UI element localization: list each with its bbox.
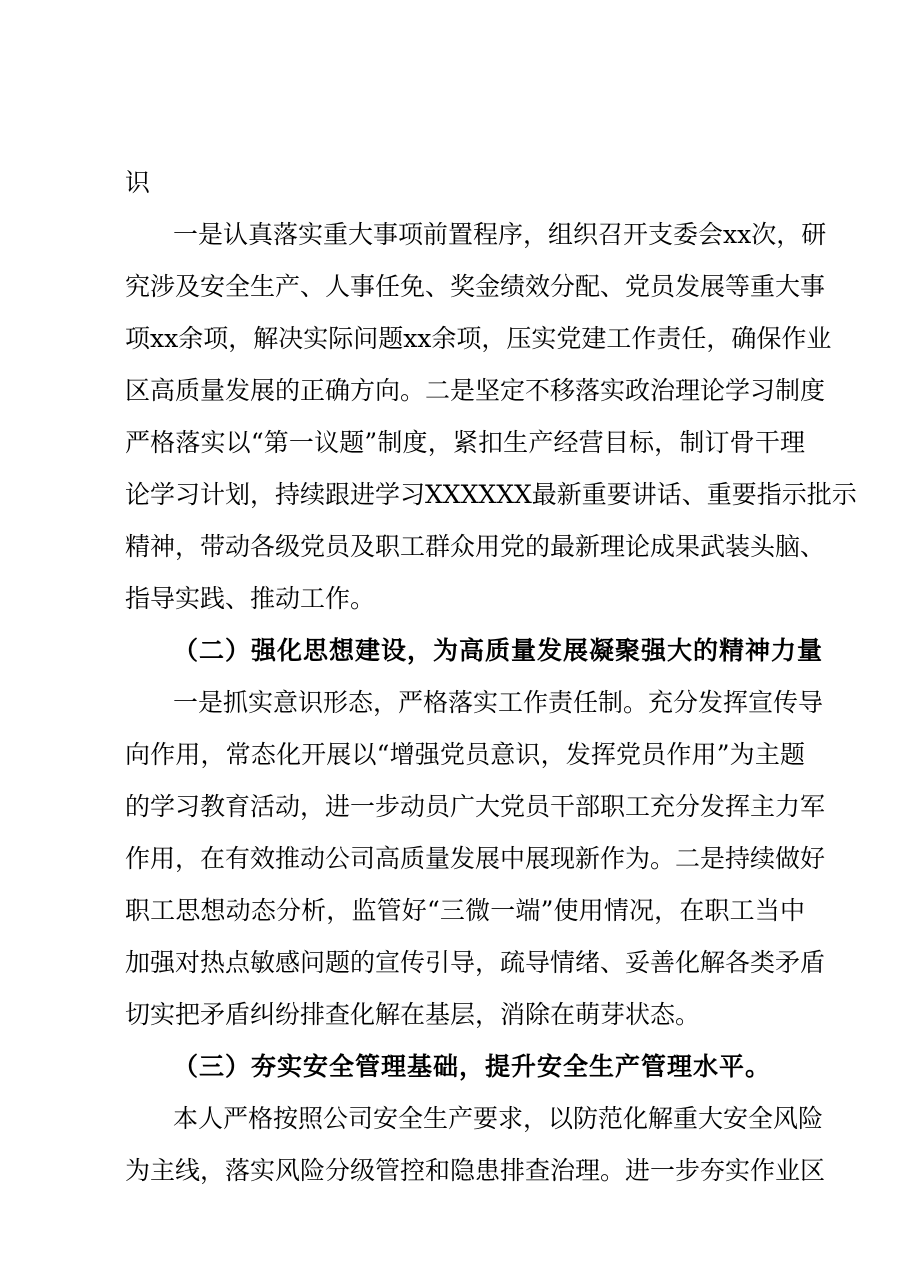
paragraph-line: 本人严格按照公司安全生产要求，以防范化解重大安全风险 — [173, 1104, 824, 1133]
paragraph-line: 论学习计划，持续跟进学习XXXXXX最新重要讲话、重要指示批示 — [125, 480, 857, 509]
paragraph-line: 究涉及安全生产、人事任免、奖金绩效分配、党员发展等重大事 — [125, 272, 826, 301]
paragraph-line: 加强对热点敏感问题的宣传引导，疏导情绪、妥善化解各类矛盾 — [125, 948, 826, 977]
section-heading: （二）强化思想建设，为高质量发展凝聚强大的精神力量 — [173, 636, 824, 665]
paragraph-line: 为主线，落实风险分级管控和隐患排查治理。进一步夯实作业区 — [125, 1156, 826, 1185]
paragraph-line: 精神，带动各级党员及职工群众用党的最新理论成果武装头脑、 — [125, 532, 826, 561]
paragraph-line: 指导实践、推动工作。 — [125, 584, 376, 613]
paragraph-line: 一是抓实意识形态，严格落实工作责任制。充分发挥宣传导 — [173, 688, 824, 717]
paragraph-line: 严格落实以“第一议题”制度，紧扣生产经营目标，制订骨干理 — [125, 428, 805, 457]
paragraph-line: 切实把矛盾纠纷排查化解在基层，消除在萌芽状态。 — [125, 1000, 701, 1029]
paragraph-line: 向作用，常态化开展以“增强党员意识，发挥党员作用”为主题 — [125, 740, 805, 769]
paragraph-line: 项xx余项，解决实际问题xx余项，压实党建工作责任，确保作业 — [125, 324, 832, 353]
paragraph-line: 的学习教育活动，进一步动员广大党员干部职工充分发挥主力军 — [125, 792, 826, 821]
paragraph-line: 识 — [125, 168, 151, 197]
paragraph-line: 职工思想动态分析，监管好“三微一端”使用情况，在职工当中 — [125, 896, 805, 925]
paragraph-line: 一是认真落实重大事项前置程序，组织召开支委会xx次，研 — [173, 220, 827, 249]
paragraph-line: 作用，在有效推动公司高质量发展中展现新作为。二是持续做好 — [125, 844, 826, 873]
paragraph-line: 区高质量发展的正确方向。二是坚定不移落实政治理论学习制度 — [125, 376, 826, 405]
section-heading: （三）夯实安全管理基础，提升安全生产管理水平。 — [173, 1052, 772, 1081]
